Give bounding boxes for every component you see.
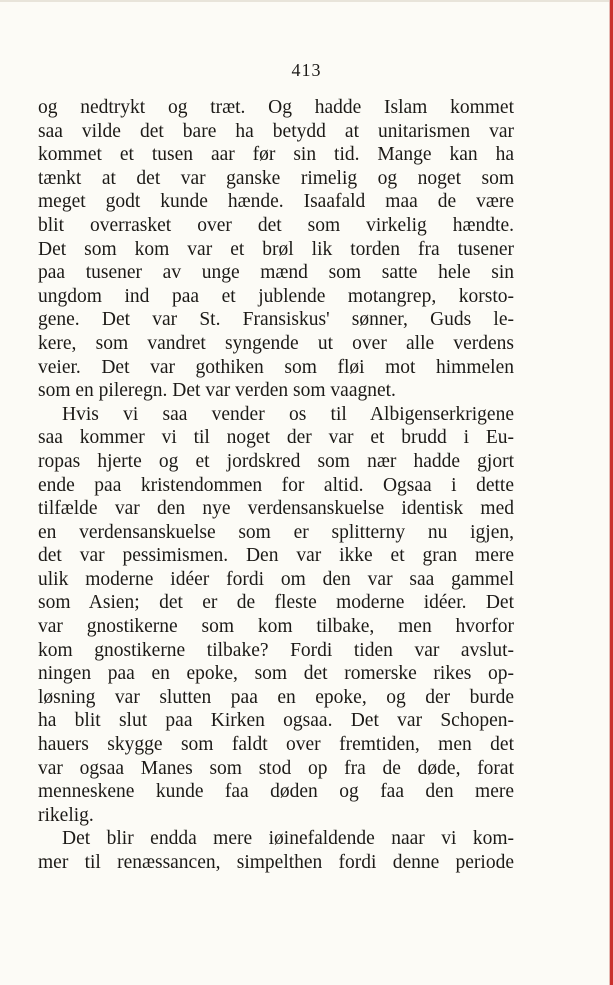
text-line: Det blir endda mere iøinefaldende naar vi kom- [62, 828, 514, 850]
text-line: ulik moderne idéer fordi om den var saa gammel [38, 568, 514, 590]
text-line: ungdom ind paa et jublende motangrep, korsto- [38, 285, 514, 307]
text-line: og nedtrykt og træt. Og hadde Islam kommet [38, 97, 514, 118]
text-line: saa kommer vi til noget der var et brudd i Eu- [38, 427, 514, 449]
text-line: kere, som vandret syngende ut over alle verdens [38, 332, 514, 354]
body-text [38, 96, 514, 875]
text-line: ropas hjerte og et jordskred som nær hadde gjort [38, 450, 514, 472]
text-line: rikelig. [38, 804, 94, 826]
text-line: hauers skygge som faldt over fremtiden, men det [38, 734, 514, 756]
text-line: tilfælde var den nye verdensanskuelse identisk med [38, 498, 514, 520]
text-line: som Asien; det er de fleste moderne idéer. Det [38, 592, 514, 614]
page-top-edge [0, 0, 613, 2]
text-line: ha blit slut paa Kirken ogsaa. Det var Schopen- [38, 710, 514, 732]
text-line: gene. Det var St. Fransiskus' sønner, Guds le- [38, 309, 514, 331]
text-line: paa tusener av unge mænd som satte hele sin [38, 262, 514, 284]
page-number: 413 [291, 60, 322, 80]
text-line: menneskene kunde faa døden og faa den mere [38, 781, 514, 803]
text-line: blit overrasket over det som virkelig hændte. [38, 214, 514, 236]
text-line: løsning var slutten paa en epoke, og der burde [38, 686, 514, 708]
text-line: Det som kom var et brøl lik torden fra tusener [38, 238, 514, 260]
text-line: veier. Det var gothiken som fløi mot himmelen [38, 356, 514, 378]
text-line: mer til renæssancen, simpelthen fordi denne periode [38, 852, 514, 873]
text-line: meget godt kunde hænde. Isaafald maa de være [38, 191, 514, 213]
text-line: saa vilde det bare ha betydd at unitarismen var [38, 120, 514, 142]
text-line: ende paa kristendommen for altid. Ogsaa i dette [38, 474, 514, 496]
text-line: Hvis vi saa vender os til Albigenserkrigene [62, 403, 514, 425]
text-line: tænkt at det var ganske rimelig og noget som [38, 167, 514, 189]
text-line: ningen paa en epoke, som det romerske rikes op- [38, 663, 514, 685]
text-line: som en pileregn. Det var verden som vaagnet. [38, 380, 396, 402]
text-line: det var pessimismen. Den var ikke et gran mere [38, 545, 514, 567]
text-line: kommet et tusen aar før sin tid. Mange kan ha [38, 144, 514, 166]
text-line: var gnostikerne som kom tilbake, men hvorfor [38, 616, 514, 638]
text-line: var ogsaa Manes som stod op fra de døde, forat [38, 757, 514, 779]
text-line: en verdensanskuelse som er splitterny nu igjen, [38, 521, 514, 543]
text-line: kom gnostikerne tilbake? Fordi tiden var avslut- [38, 639, 514, 661]
